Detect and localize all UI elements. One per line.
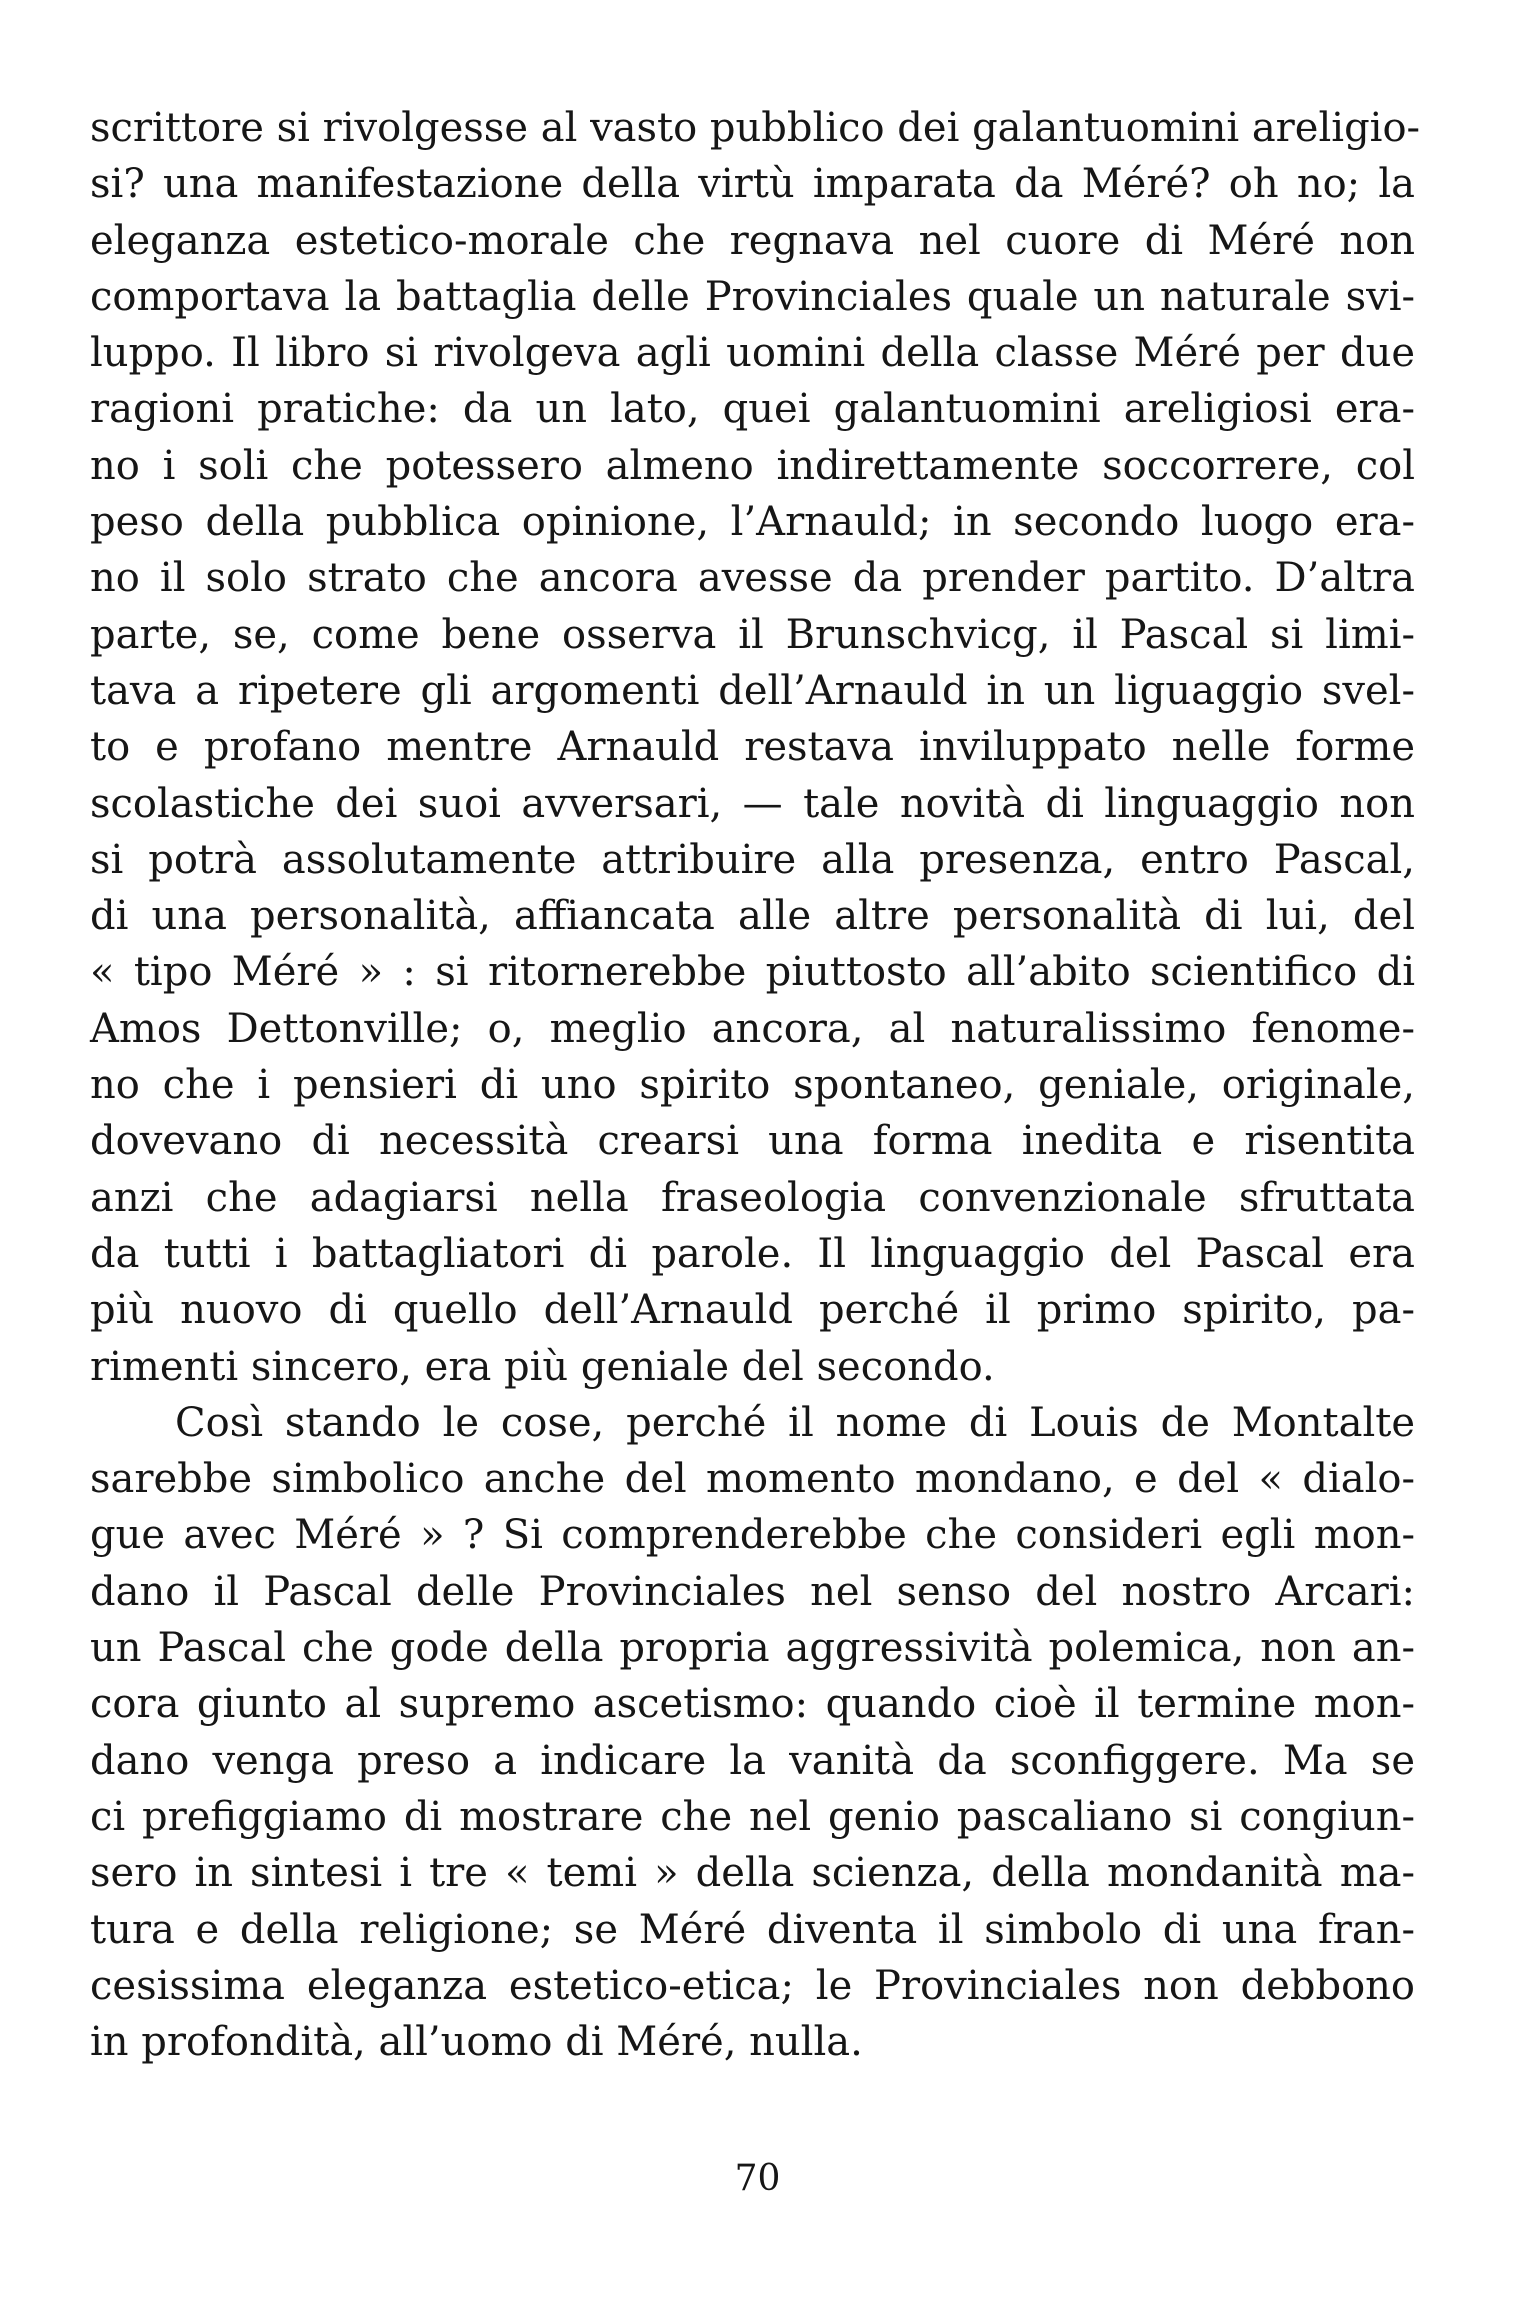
text-line: dano il Pascal delle Provinciales nel senso del nostro Arcari:: [90, 1568, 1415, 1615]
text-line: no i soli che potessero almeno indirettamente soccorrere, col: [90, 442, 1415, 489]
text-line: si potrà assolutamente attribuire alla presenza, entro Pascal,: [90, 836, 1415, 883]
text-line: anzi che adagiarsi nella fraseologia convenzionale sfruttata: [90, 1174, 1415, 1221]
text-line: parte, se, come bene osserva il Brunschvicg, il Pascal si limi-: [90, 611, 1415, 658]
text-line: tura e della religione; se Méré diventa il simbolo di una fran-: [90, 1906, 1415, 1953]
text-line: sero in sintesi i tre « temi » della scienza, della mondanità ma-: [90, 1850, 1415, 1897]
text-line: cesissima eleganza estetico-etica; le Provinciales non debbono: [90, 1962, 1415, 2009]
text-line: dano venga preso a indicare la vanità da sconfiggere. Ma se: [90, 1737, 1415, 1784]
text-line: un Pascal che gode della propria aggressività polemica, non an-: [90, 1625, 1415, 1672]
text-line: to e profano mentre Arnauld restava inviluppato nelle forme: [90, 724, 1415, 771]
text-line: Amos Dettonville; o, meglio ancora, al naturalissimo fenome-: [90, 1005, 1415, 1052]
text-line: dovevano di necessità crearsi una forma inedita e risentita: [90, 1118, 1415, 1165]
text-line: più nuovo di quello dell’Arnauld perché il primo spirito, pa-: [90, 1287, 1415, 1334]
text-line: no il solo strato che ancora avesse da prender partito. D’altra: [90, 555, 1415, 602]
text-line: ci prefiggiamo di mostrare che nel genio pascaliano si congiun-: [90, 1793, 1415, 1840]
text-line: sarebbe simbolico anche del momento mondano, e del « dialo-: [90, 1456, 1415, 1503]
text-line: di una personalità, affiancata alle altre personalità di lui, del: [90, 893, 1415, 940]
text-line: ragioni pratiche: da un lato, quei galantuomini areligiosi era-: [90, 386, 1415, 433]
text-line: scrittore si rivolgesse al vasto pubblico dei galantuomini areligio-: [90, 105, 1421, 151]
page-number: 70: [734, 2158, 781, 2199]
text-line: gue avec Méré » ? Si comprenderebbe che consideri egli mon-: [90, 1512, 1415, 1559]
text-line: no che i pensieri di uno spirito spontaneo, geniale, originale,: [90, 1062, 1415, 1109]
body-text: [90, 100, 1421, 2070]
text-line: in profondità, all’uomo di Méré, nulla.: [90, 2019, 863, 2066]
text-line: da tutti i battagliatori di parole. Il linguaggio del Pascal era: [90, 1230, 1415, 1277]
text-line: rimenti sincero, era più geniale del secondo.: [90, 1343, 995, 1390]
text-line: peso della pubblica opinione, l’Arnauld; in secondo luogo era-: [90, 499, 1415, 546]
text-line: comportava la battaglia delle Provinciales quale un naturale svi-: [90, 273, 1415, 320]
text-line: tava a ripetere gli argomenti dell’Arnauld in un liguaggio svel-: [90, 667, 1415, 714]
text-line: « tipo Méré » : si ritornerebbe piuttosto all’abito scientifico di: [90, 949, 1415, 996]
text-line: Così stando le cose, perché il nome di Louis de Montalte: [175, 1399, 1415, 1446]
text-line: scolastiche dei suoi avversari, — tale novità di linguaggio non: [90, 780, 1415, 827]
text-line: luppo. Il libro si rivolgeva agli uomini della classe Méré per due: [90, 330, 1415, 377]
text-line: eleganza estetico-morale che regnava nel cuore di Méré non: [90, 217, 1415, 264]
text-line: cora giunto al supremo ascetismo: quando cioè il termine mon-: [90, 1681, 1415, 1728]
text-line: si? una manifestazione della virtù imparata da Méré? oh no; la: [90, 161, 1415, 208]
